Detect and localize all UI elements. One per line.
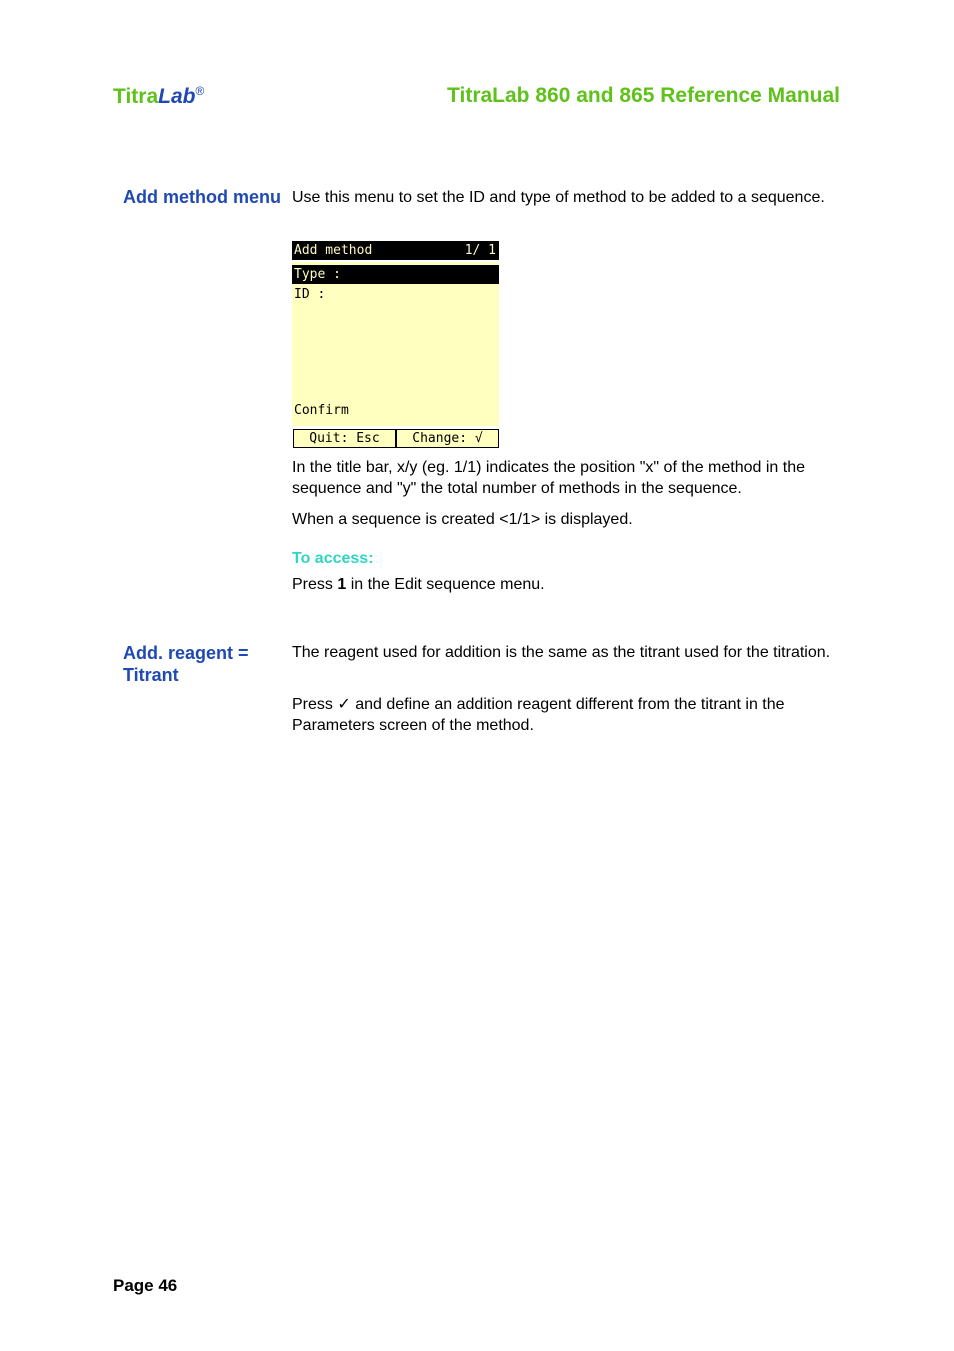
reagent-instruction: Press ✓ and define an addition reagent different from the titrant in the Parameters screen of the method.: [292, 694, 785, 734]
lcd-body: [292, 262, 499, 426]
title-bar-explanation: In the title bar, x/y (eg. 1/1) indicates the position "x" of the method in the sequence and "y" the total number of methods in the sequence.: [292, 459, 805, 497]
lcd-row-type[interactable]: Type :: [292, 265, 499, 284]
brand-logo: TitraLab®: [113, 84, 205, 108]
lcd-title: Add method: [294, 243, 373, 258]
section-intro: Use this menu to set the ID and type of method to be added to a sequence.: [292, 189, 825, 206]
section-heading-add-reagent: Add. reagent = Titrant: [123, 643, 249, 685]
lcd-quit-button[interactable]: Quit: Esc: [293, 429, 396, 448]
page-number: Page 46: [113, 1276, 178, 1295]
access-instruction: Press 1 in the Edit sequence menu.: [292, 576, 545, 593]
manual-title: TitraLab 860 and 865 Reference Manual: [447, 84, 840, 107]
sequence-created-note: When a sequence is created <1/1> is displayed.: [292, 511, 633, 528]
section-heading-add-method-menu: Add method menu: [123, 187, 281, 207]
lcd-counter: 1/ 1: [464, 243, 496, 258]
lcd-row-id[interactable]: ID :: [294, 287, 326, 302]
lcd-row-confirm[interactable]: Confirm: [294, 403, 349, 418]
reagent-description: The reagent used for addition is the same as the titrant used for the titration.: [292, 644, 831, 661]
lcd-screen: [292, 241, 499, 448]
access-heading: To access:: [292, 550, 374, 567]
lcd-title-bar: [292, 241, 499, 260]
checkmark-icon: ✓: [337, 694, 351, 713]
lcd-change-button[interactable]: Change: √: [396, 429, 499, 448]
